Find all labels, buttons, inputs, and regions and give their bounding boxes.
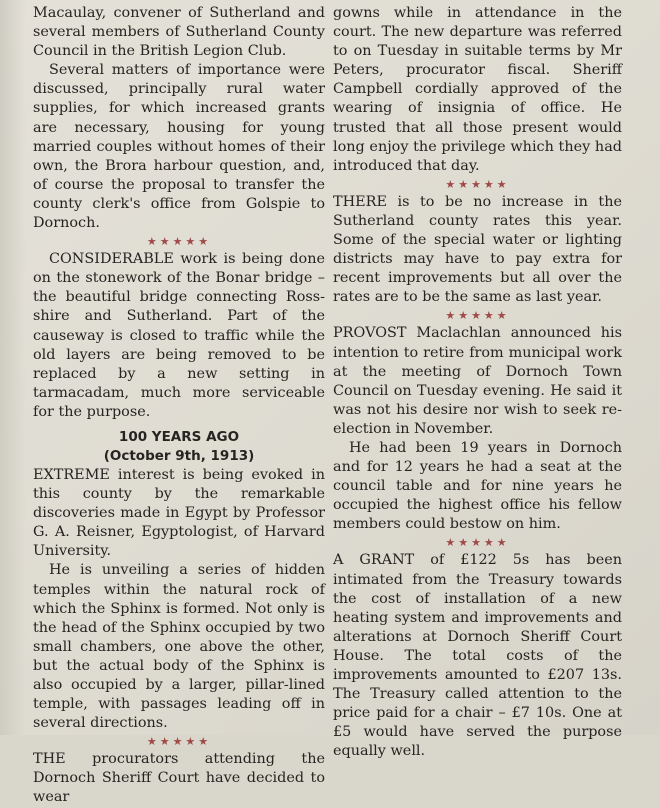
page-edge-shadow [0, 0, 26, 735]
article-sphinx-body: He is unveiling a series of hidden temples within the natural rock of which the Sphinx is formed. Not only is the head of the Sphinx occupied by two small chambers, one above the other, but the actual body of the Sphinx is also occupied by a larger, pillar-lined temple, with passages leading off in several directions. [33, 562, 325, 732]
article-procurators: THE procurators attending the Dornoch Sheriff Court have decided to wear [33, 751, 325, 806]
left-column [33, 4, 325, 808]
heading-date: (October 9th, 1913) [103, 447, 255, 464]
section-divider-stars: ★★★★★ [445, 309, 510, 323]
article-provost: PROVOST Maclachlan announced his intention to retire from municipal work at the meeting of Dornoch Town Council on Tuesday evening. He said it was not his desire nor wish to seek re-election in November. [333, 325, 622, 437]
heading-title: 100 YEARS AGO [118, 428, 240, 445]
right-column [333, 4, 622, 761]
article-bonar-bridge: CONSIDERABLE work is being done on the stonework of the Bonar bridge – the beautiful bridge connecting Ross-shire and Sutherland. Part of the causeway is closed to traffic while the old layers are being removed to be replaced by a new setting in tarmacadam, much more serviceable for the purpose. [33, 251, 325, 420]
article-provost-continued: He had been 19 years in Dornoch and for 12 years he had a seat at the council table and for nine years he occupied the highest office his fellow members could bestow on him. [333, 439, 622, 533]
section-divider-stars: ★★★★★ [146, 735, 212, 749]
article-procurators-continued: gowns while in attendance in the court. The new departure was referred to on Tuesday in suitable terms by Mr Peters, procurator fiscal. Sheriff Campbell cordially approved of the wearing of insignia of office. He trusted that all those present would long enjoy the privilege which they had introduced that day. [333, 5, 622, 174]
section-heading [33, 428, 325, 466]
article-treasury-grant: A GRANT of £122 5s has been intimated from the Treasury towards the cost of installation of a new heating system and improvements and alterations at Dornoch Sheriff Court House. The total costs of the improvements amounted to £207 13s. The Treasury called attention to the price paid for a chair – £7 10s. One at £5 would have served the purpose equally well. [333, 552, 622, 760]
article-county-rates: THERE is to be no increase in the Sutherland county rates this year. Some of the special water or lighting districts may have to pay extra for recent improvements but all over the rates are to be the same as last year. [333, 193, 622, 306]
section-divider-stars: ★★★★★ [445, 177, 510, 191]
section-divider-stars: ★★★★★ [146, 235, 212, 249]
article-paragraph: Several matters of importance were discussed, principally rural water supplies, for which increased grants are necessary, housing for young married couples without homes of their own, the Brora harbour question, and, of course the proposal to transfer the county clerk's office from Golspie to Dornoch. [33, 62, 325, 232]
article-sphinx-intro: EXTREME interest is being evoked in this county by the remarkable discoveries made in Egypt by Professor G. A. Reisner, Egyptologist, of Harvard University. [33, 466, 325, 560]
article-continuation: Macaulay, convener of Sutherland and several members of Sutherland County Council in the British Legion Club. [33, 5, 325, 60]
section-divider-stars: ★★★★★ [445, 536, 510, 550]
